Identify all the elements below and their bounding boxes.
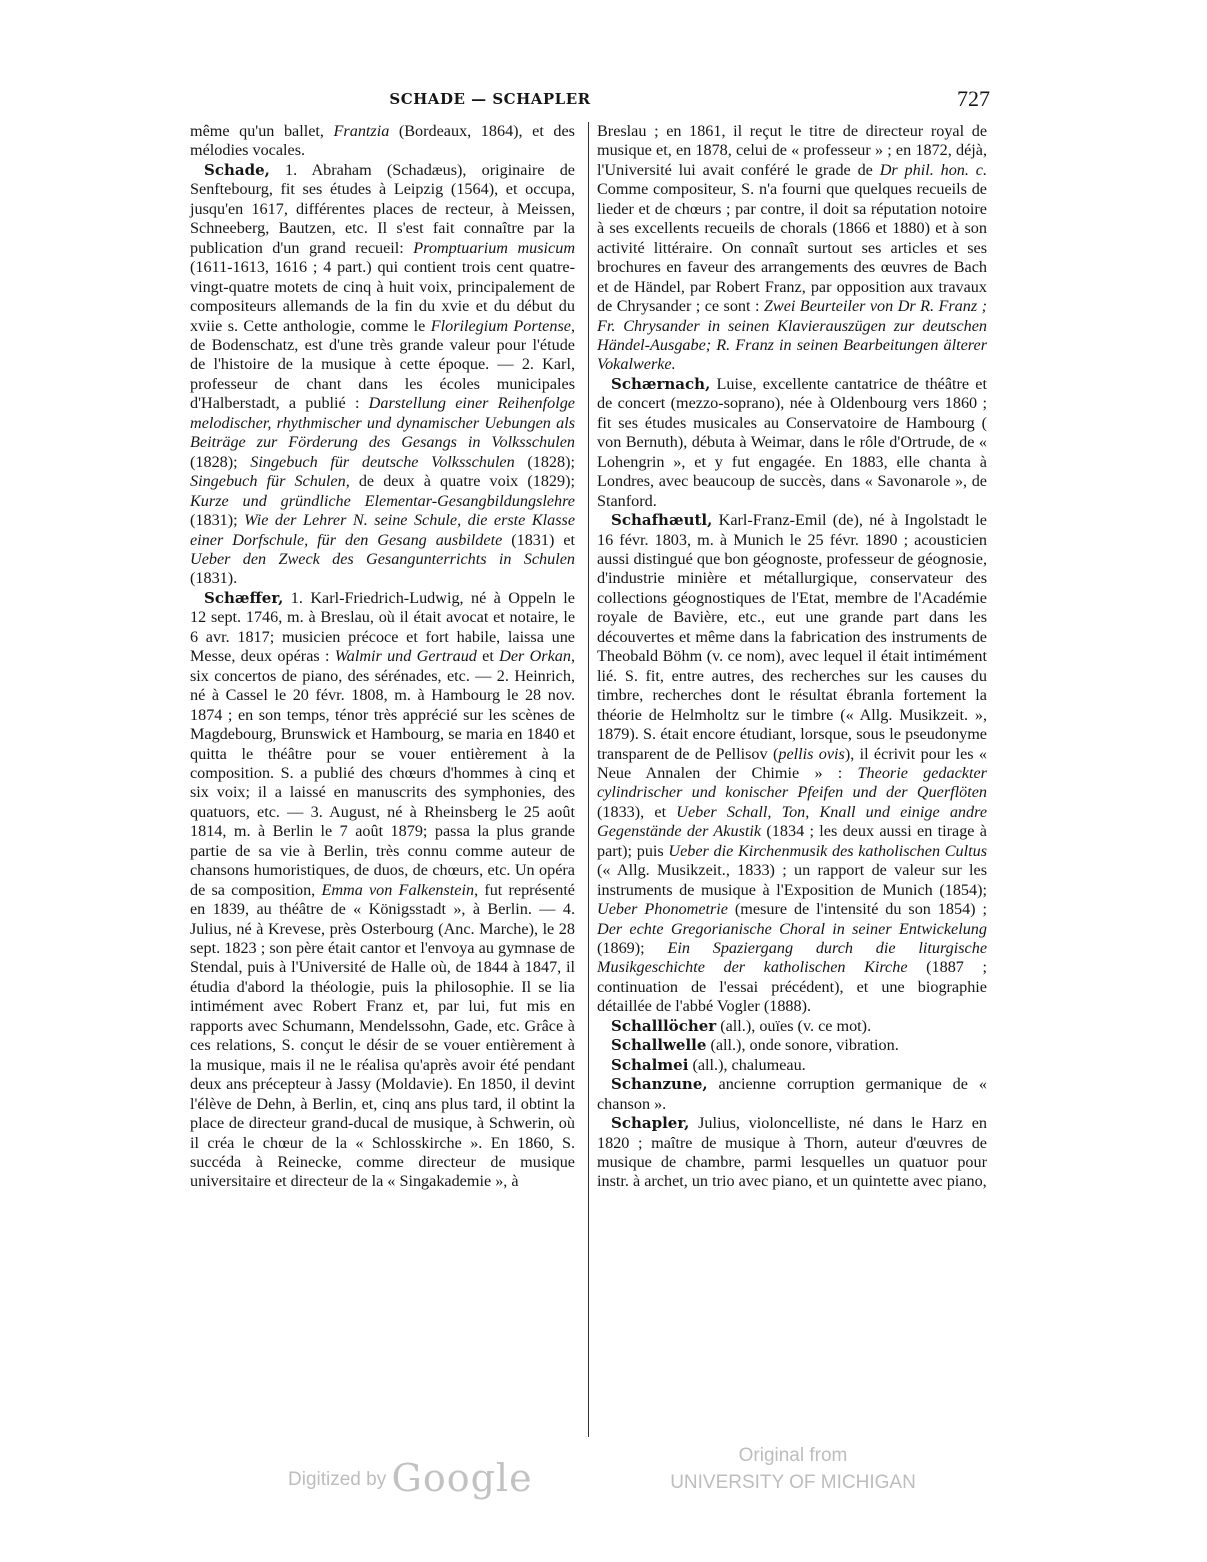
paragraph <box>190 589 575 1192</box>
italic-title: pellis ovis <box>778 744 845 763</box>
institution-label: UNIVERSITY OF MICHIGAN <box>670 1472 916 1493</box>
entry-text: ancienne corruption germanique de « chanson ». <box>597 1075 987 1113</box>
entry-text: 1. Karl-Friedrich-Ludwig, né à Oppeln le 12 sept. 1746, m. à Breslau, où il était avocat et notaire, le 6 avr. 1817; musicien précoce et fort habile, laissa une Messe, deux opéras : <box>190 588 575 666</box>
entry-text: (1834 ; les deux aussi en tirage à part); puis <box>597 822 987 860</box>
italic-title: Theorie gedackter cylindrischer und konischer Pfeifen und der Querflöten <box>597 763 987 802</box>
italic-title: Der echte Gregorianische Choral in seiner Entwickelung <box>597 919 987 938</box>
paragraph <box>597 375 987 511</box>
original-from-label: Original from <box>738 1445 848 1466</box>
entry-text: (1833), et <box>597 802 677 821</box>
italic-title: Singebuch für Schulen <box>190 472 346 491</box>
entry-headword: Schade, <box>204 160 270 179</box>
entry-text: (1828); <box>190 452 251 471</box>
entry-headword: Schærnach, <box>611 374 711 393</box>
digitized-by-watermark <box>288 1450 533 1500</box>
entry-text: (1869); <box>597 939 668 958</box>
italic-title: Promptuarium musicum <box>413 238 576 257</box>
entry-text: ), il écrivit pour les « Neue Annalen der Chimie » : <box>597 744 987 782</box>
entry-text: (mesure de l'intensité du son 1854) ; <box>727 900 987 919</box>
column-divider <box>588 122 589 1437</box>
entry-text: même qu'un ballet, <box>190 122 334 140</box>
running-title: SCHADE — SCHAPLER <box>389 90 591 108</box>
running-head <box>190 86 990 112</box>
italic-title: Florilegium Portense <box>430 316 571 335</box>
entry-text: Luise, excellente cantatrice de théâtre et de concert (mezzo-soprano), née à Oldenbourg vers 1860 ; fit ses études musicales au Conservatoire de Hambourg ( von Bernuth), débuta à Weimar, dans le rôle d'Ortrude, de « Lohengrin », et y fut engagée. En 1883, elle chanta à Londres, avec beaucoup de succès, dans « Savonarole », de Stanford. <box>597 374 987 510</box>
entry-text: Karl-Franz-Emil (de), né à Ingolstadt le 16 févr. 1803, m. à Munich le 25 févr. 1890 ; acousticien aussi distingué que bon géognoste, professeur de géognosie, d'industrie minière et métallurgique, conservateur des collections géognostiques de l'Etat, membre de l'Académie royale de Bavière, etc., eut une grande part dans les découvertes et même dans la fabrication des instruments de Theobald Böhm (v. ce nom), avec lequel il était intimément lié. S. fit, entre autres, des recherches sur les causes du timbre, recherches dont le résultat ébranla fortement la théorie de Helmholtz sur le timbre (« Allg. Musikzeit. », 1879). S. était encore étudiant, lorsque, sous le pseudonyme transparent de de Pellisov ( <box>597 511 987 763</box>
original-from-watermark <box>668 1442 918 1496</box>
entry-text: , fut représenté en 1839, au théâtre de « Königsstadt », à Berlin. — 4. Julius, né à Krevese, près Osterbourg (Anc. Marche), le 28 sept. 1823 ; son père était cantor et l'envoya au gymnase de Stendal, puis à l'Université de Halle où, de 1844 à 1847, il étudia d'abord la théologie, puis la philosophie. Il se lia intimément avec Robert Franz et, par lui, fut mis en rapports avec Schumann, Mendelssohn, Gade, etc. Grâce à ces relations, S. conçut le désir de se vouer entièrement à la musique, mais il ne le réalisa qu'après avoir été pendant deux ans précepteur à Jassy (Moldavie). En 1850, il devint l'élève de Dehn, à Berlin, et, cinq ans plus tard, il obtint la place de directeur grand-ducal de musique, à Schwerin, où il créa le chœur de la « Schlosskirche ». En 1860, S. succéda à Reinecke, comme directeur de musique universitaire et directeur de la « Singakademie », à <box>190 880 575 1191</box>
google-logo: Google <box>391 1456 533 1500</box>
italic-title: Frantzia <box>333 122 390 140</box>
italic-title: Ueber Phonometrie <box>597 900 728 919</box>
entry-text: Julius, violoncelliste, né dans le Harz en 1820 ; maître de musique à Thorn, auteur d'œuvres de musique de chambre, parmi lesquelles un quatuor pour instr. à archet, un trio avec piano, et un quintette avec piano, <box>597 1114 987 1191</box>
italic-title: Emma von Falkenstein <box>321 880 475 899</box>
italic-title: Ueber den Zweck des Gesangunterrichts in Schulen <box>190 549 575 568</box>
italic-title: Kurze und gründliche Elementar-Gesangbildungslehre <box>190 491 575 510</box>
entry-text: (1831); <box>190 511 245 530</box>
italic-title: Ein Spaziergang durch die liturgische Musikgeschichte der katholischen Kirche <box>597 939 987 977</box>
entry-text: Comme compositeur, S. n'a fourni que quelques recueils de lieder et de chœurs ; par contre, il doit sa réputation notoire à ses excellents recueils de chorals (1866 et 1880) et à son activité littéraire. On connaît surtout ses articles et ses brochures en faveur des arrangements des œuvres de Bach et de Händel, par Robert Franz, par opposition aux travaux de Chrysander ; ce sont : <box>597 180 987 316</box>
italic-title: Ueber die Kirchenmusik des katholischen Cultus <box>668 841 988 860</box>
footer-watermark <box>0 1440 1207 1520</box>
entry-text: (all.), chalumeau. <box>688 1055 806 1074</box>
paragraph <box>597 1114 987 1192</box>
entry-text: , six concertos de piano, des sérénades, etc. — 2. Heinrich, né à Cassel le 20 févr. 1808, m. à Hambourg le 28 nov. 1874 ; en son temps, ténor très apprécié sur les scènes de Magdebourg, Brunswick et Hambourg, se maria en 1840 et quitta le théâtre pour se vouer entièrement à la composition. S. a publié des chœurs d'hommes à cinq et six voix; il a laissé en manuscrits des symphonies, des quatuors, etc. — 3. August, né à Rheinsberg le 25 août 1814, m. à Berlin le 7 août 1879; passa la plus grande partie de sa vie à Berlin, très connu comme auteur de chansons humoristiques, de duos, de chœurs, etc. Un opéra de sa composition, <box>190 647 575 899</box>
entry-headword: Schallwelle <box>611 1036 707 1055</box>
page-number: 727 <box>957 86 990 111</box>
paragraph <box>597 122 987 375</box>
paragraph <box>597 1036 987 1055</box>
entry-headword: Schalmei <box>611 1055 689 1074</box>
italic-title: Zwei Beurteiler von Dr R. Franz ; Fr. Chrysander in seinen Klavierauszügen zur deutschen Händel-Ausgabe; R. Franz in seinen Bearbeitungen älterer Vokalwerke. <box>597 297 987 374</box>
entry-text: (1611-1613, 1616 ; 4 part.) qui contient trois cent quatre-vingt-quatre motets de cinq à huit voix, principalement de compositeurs allemands de la fin du xvie et du début du xviie s. Cette anthologie, comme le <box>190 258 575 335</box>
entry-text: (1887 ; continuation de l'essai précédent), et une biographie détaillée de l'abbé Vogler (1888). <box>597 958 987 1016</box>
paragraph <box>597 1017 987 1036</box>
italic-title: Walmir und Gertraud <box>334 647 477 666</box>
entry-headword: Schalllöcher <box>611 1016 717 1035</box>
paragraph <box>597 511 987 1017</box>
italic-title: Singebuch für deutsche Volksschulen <box>250 452 515 471</box>
left-column <box>190 122 575 1192</box>
entry-text: et <box>476 647 500 666</box>
entry-text: (1831) et <box>502 530 576 549</box>
entry-text: (« Allg. Musikzeit., 1833) ; un rapport de valeur sur les instruments de musique à l'Exposition de Munich (1854); <box>597 861 987 899</box>
italic-title: Ueber Schall, Ton, Knall und einige andre Gegenstände der Akustik <box>597 802 988 841</box>
entry-text: (all.), onde sonore, vibration. <box>706 1036 899 1055</box>
entry-text: (1831). <box>190 569 238 588</box>
entry-text: (Bordeaux, 1864), et des mélodies vocales. <box>190 122 575 160</box>
italic-title: Darstellung einer Reihenfolge melodischer, rhythmischer und dynamischer Uebungen als Beiträge zur Förderung des Gesangs in Volksschulen <box>190 394 575 452</box>
paragraph <box>190 122 575 161</box>
entry-text: , de deux à quatre voix (1829); <box>345 472 576 491</box>
entry-headword: Schapler, <box>611 1114 690 1133</box>
entry-text: (all.), ouïes (v. ce mot). <box>716 1016 872 1035</box>
right-column <box>597 122 987 1192</box>
paragraph <box>597 1056 987 1075</box>
italic-title: Der Orkan <box>499 647 571 666</box>
entry-headword: Schafhæutl, <box>611 511 713 530</box>
entry-headword: Schanzune, <box>611 1075 708 1094</box>
entry-text: , de Bodenschatz, est d'une très grande valeur pour l'étude de l'histoire de la musique à cette époque. — 2. Karl, professeur de chant dans les écoles municipales d'Halberstadt, a publié : <box>190 316 575 413</box>
entry-text: Breslau ; en 1861, il reçut le titre de directeur royal de musique et, en 1878, celui de « professeur » ; en 1872, déjà, l'Université lui avait conféré le grade de <box>597 122 987 179</box>
entry-headword: Schæffer, <box>204 588 284 607</box>
digitized-by-label: Digitized by <box>288 1469 387 1490</box>
italic-title: Wie der Lehrer N. seine Schule, die erste Klasse einer Dorfschule, für den Gesang ausbildete <box>190 511 576 549</box>
entry-text: 1. Abraham (Schadæus), originaire de Senftebourg, fit ses études à Leipzig (1564), et occupa, jusqu'en 1617, différentes places de recteur, à Meissen, Schneeberg, Bautzen, etc. Il s'est fait connaître par la publication d'un grand recueil: <box>190 160 575 257</box>
paragraph <box>190 161 575 589</box>
entry-text: (1828); <box>514 452 575 471</box>
paragraph <box>597 1075 987 1114</box>
italic-title: Dr phil. hon. c. <box>879 160 987 179</box>
